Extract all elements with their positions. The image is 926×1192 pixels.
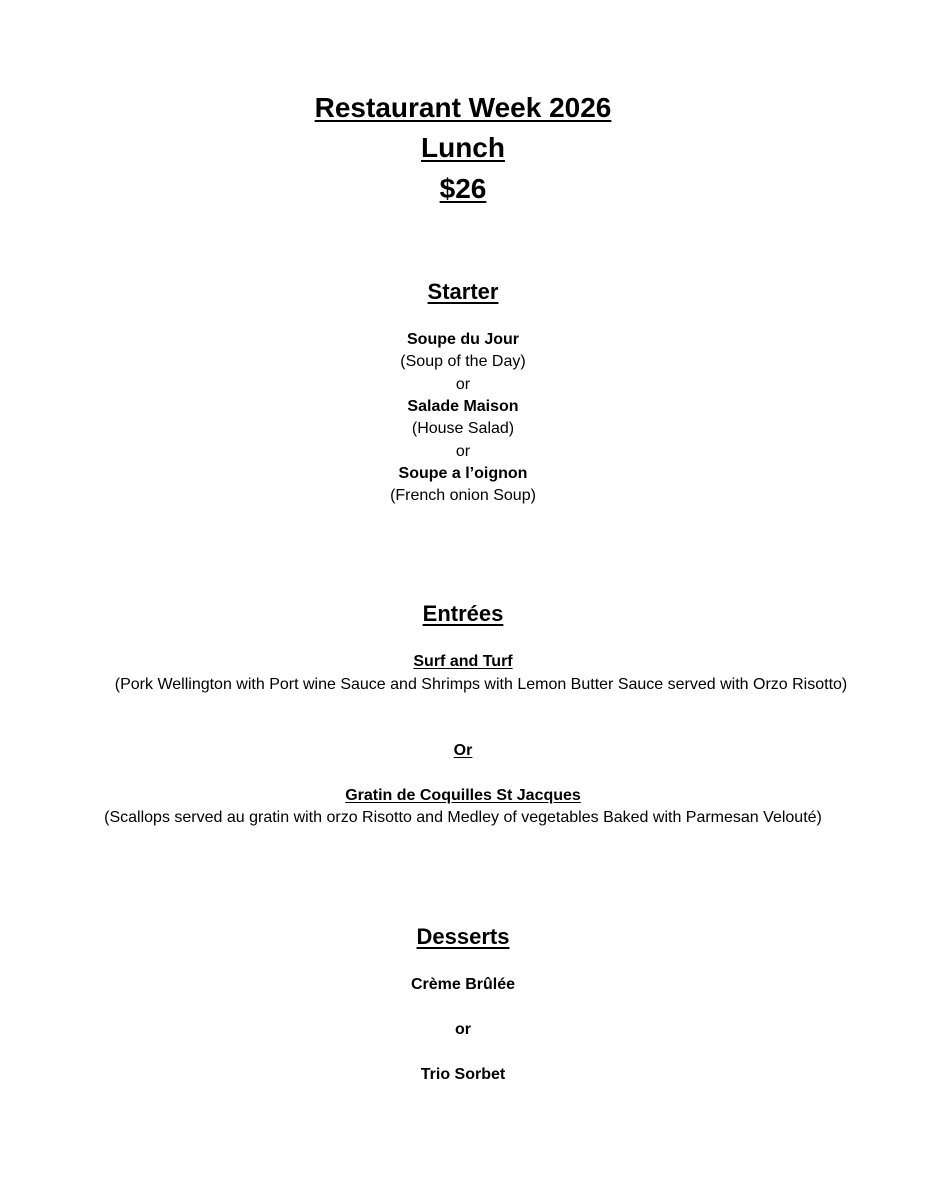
entrees-heading: Entrées <box>422 601 504 626</box>
starter-item-description: (Soup of the Day) <box>400 353 526 370</box>
starter-item-name: Soupe a l’oignon <box>398 465 528 482</box>
dessert-item-name: Trio Sorbet <box>420 1066 506 1083</box>
entree-item-description: (Pork Wellington with Port wine Sauce and Shrimps with Lemon Butter Sauce served with Orzo Risotto) <box>114 676 848 693</box>
starter-item-description: (French onion Soup) <box>390 487 536 504</box>
or-separator: or <box>455 1021 471 1038</box>
starter-heading: Starter <box>427 279 499 304</box>
price-label: $26 <box>439 173 487 204</box>
entree-item-description: (Scallops served au gratin with orzo Risotto and Medley of vegetables Baked with Parmesan Velouté) <box>104 809 822 826</box>
entree-item-name: Surf and Turf <box>413 653 513 670</box>
starter-item-name: Soupe du Jour <box>407 331 519 348</box>
entree-item-name: Gratin de Coquilles St Jacques <box>345 787 581 804</box>
or-separator: or <box>455 443 471 460</box>
dessert-item-name: Crème Brûlée <box>410 976 516 993</box>
starter-item-description: (House Salad) <box>411 420 515 437</box>
starter-item-name: Salade Maison <box>407 398 519 415</box>
or-separator: or <box>455 376 471 393</box>
desserts-heading: Desserts <box>416 924 510 949</box>
menu-title: Restaurant Week 2026 <box>314 92 612 123</box>
meal-label: Lunch <box>421 132 505 163</box>
or-separator: Or <box>453 742 473 759</box>
